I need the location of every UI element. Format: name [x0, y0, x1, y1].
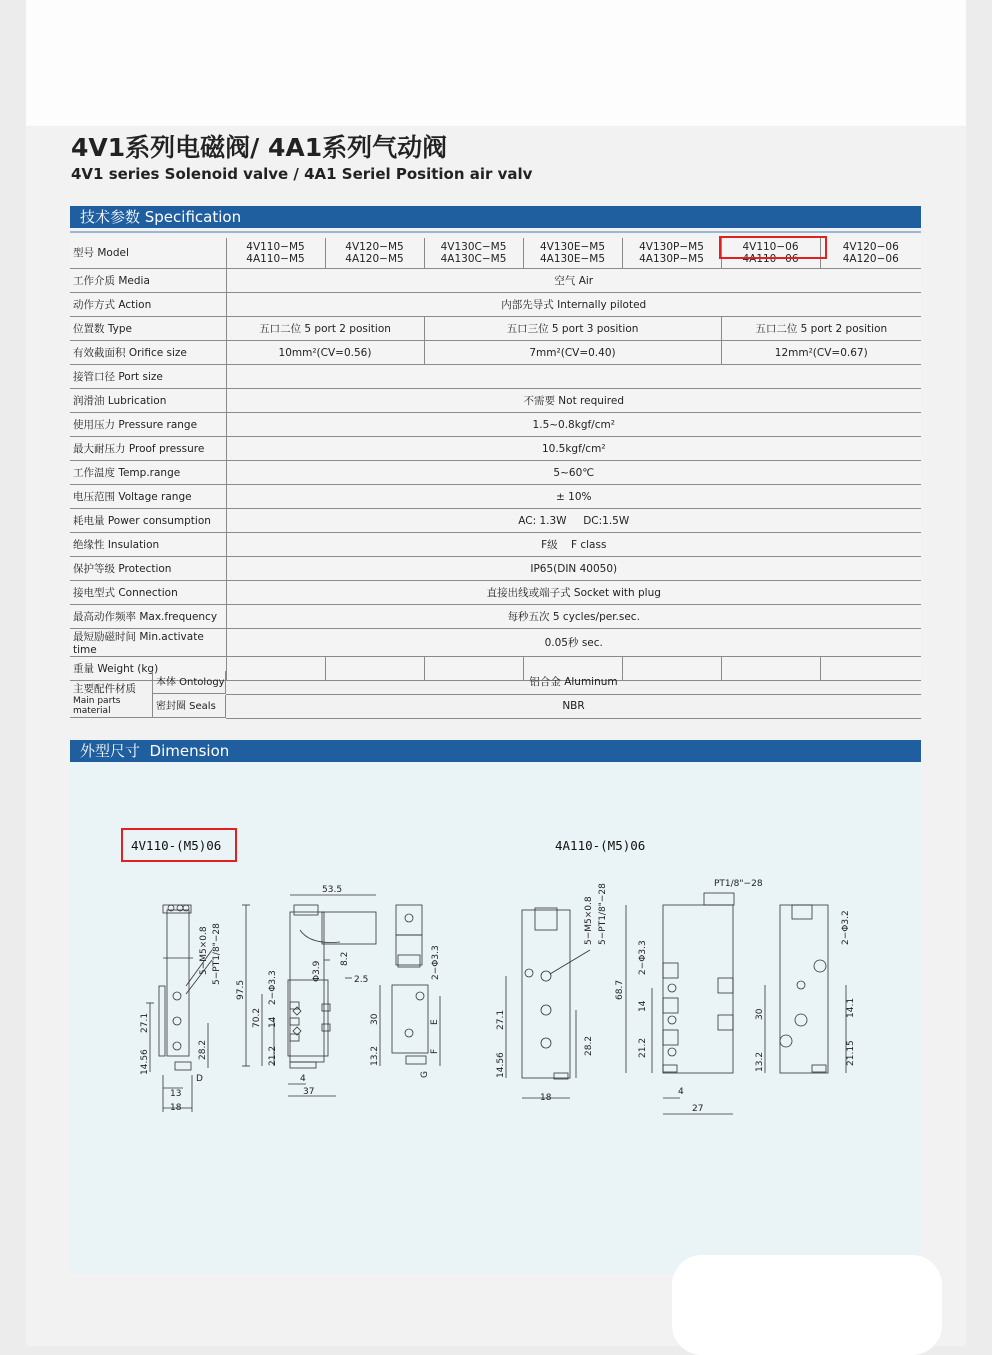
dim-37: 37 [303, 1087, 315, 1097]
page-title-en: 4V1 series Solenoid valve / 4A1 Seriel Position air valv [71, 165, 533, 183]
dim-27-r: 27 [692, 1104, 704, 1114]
row-label: 工作温度 Temp.range [70, 461, 226, 485]
dim-5m5-r: 5−M5×0.8 [584, 896, 594, 945]
dim-14-56-r: 14.56 [496, 1052, 506, 1078]
row-label: 润滑油 Lubrication [70, 389, 226, 413]
dim-5pt-r: 5−PT1/8"−28 [598, 883, 608, 945]
dim-4-r: 4 [678, 1087, 684, 1097]
right-end-view [765, 905, 846, 1073]
dim-2phi33: 2−Φ3.3 [268, 970, 278, 1005]
spec-section-title: 技术参数 Specification [80, 208, 242, 226]
row-value: 五口二位 5 port 2 position [226, 317, 424, 341]
dim-21-2-r: 21.2 [638, 1037, 648, 1058]
row-label: 电压范围 Voltage range [70, 485, 226, 509]
dim-97-5: 97.5 [236, 979, 246, 1000]
dim-5pt: 5−PT1/8"−28 [212, 923, 222, 985]
model-cell: 4V130P−M5 4A130P−M5 [622, 238, 721, 269]
row-value: F级 F class [226, 533, 921, 557]
dim-18-r: 18 [540, 1093, 552, 1103]
dim-2phi33-r: 2−Φ3.3 [638, 940, 648, 975]
dim-18: 18 [170, 1103, 182, 1113]
row-value: AC: 1.3W DC:1.5W [226, 509, 921, 533]
dim-30-r: 30 [755, 1008, 765, 1020]
dim-14-r: 14 [638, 1000, 648, 1012]
row-label: 最大耐压力 Proof pressure [70, 437, 226, 461]
model-cell: 4V120−M5 4A120−M5 [325, 238, 424, 269]
left-front-view [242, 895, 376, 1096]
row-value: 10.5kgf/cm² [226, 437, 921, 461]
dim-G: G [420, 1071, 430, 1078]
row-value: 内部先导式 Internally piloted [226, 293, 921, 317]
dim-phi39: Φ3.9 [312, 960, 322, 982]
body-label-cell: 本体 Ontology [153, 671, 226, 694]
page-title-cn: 4V1系列电磁阀/ 4A1系列气动阀 [71, 133, 448, 162]
row-label: 型号 Model [70, 238, 226, 269]
corner-blank-patch [672, 1255, 942, 1355]
dim-27-1: 27.1 [140, 1012, 150, 1033]
dim-13-2-r: 13.2 [755, 1051, 765, 1072]
row-value: 五口三位 5 port 3 position [424, 317, 721, 341]
body-value: 铝合金 Aluminum [226, 671, 921, 695]
model-cell-highlighted: 4V110−06 4A110−06 [721, 238, 820, 269]
row-value: 10mm²(CV=0.56) [226, 341, 424, 365]
row-value: 1.5~0.8kgf/cm² [226, 413, 921, 437]
dim-E: E [430, 1019, 440, 1025]
row-value: 7mm²(CV=0.40) [424, 341, 721, 365]
row-label: 接管口径 Port size [70, 365, 226, 389]
dim-8-2: 8.2 [340, 951, 350, 966]
dim-13-2: 13.2 [370, 1045, 380, 1066]
row-value: ± 10% [226, 485, 921, 509]
seals-value: NBR [226, 695, 921, 719]
row-value: 0.05秒 sec. [226, 629, 921, 657]
row-value: 5~60℃ [226, 461, 921, 485]
model-cell: 4V110−M5 4A110−M5 [226, 238, 325, 269]
row-label: 绝缘性 Insulation [70, 533, 226, 557]
dim-14-1: 14.1 [846, 997, 856, 1018]
row-value: 空气 Air [226, 269, 921, 293]
dim-53-5: 53.5 [322, 885, 343, 895]
right-drawing-label: 4A110-(M5)06 [555, 838, 646, 853]
row-label: 重量 Weight (kg) [70, 657, 226, 681]
dim-28-2: 28.2 [198, 1039, 208, 1060]
dim-28-2-r: 28.2 [584, 1035, 594, 1056]
dim-30: 30 [370, 1013, 380, 1025]
row-label: 位置数 Type [70, 317, 226, 341]
dim-pt18: PT1/8"−28 [714, 879, 763, 889]
row-value: 不需要 Not required [226, 389, 921, 413]
dim-14: 14 [268, 1016, 278, 1028]
model-cell: 4V130E−M5 4A130E−M5 [523, 238, 622, 269]
dimension-section-title: 外型尺寸 Dimension [80, 742, 230, 760]
dim-68-7: 68.7 [615, 979, 625, 1000]
row-label: 最高动作频率 Max.frequency [70, 605, 226, 629]
material-label-cn: 主要配件材质 [73, 683, 136, 695]
dim-14-56: 14.56 [140, 1049, 150, 1075]
dim-21-15: 21.15 [846, 1040, 856, 1066]
row-label: 有效截面积 Orifice size [70, 341, 226, 365]
row-value: 每秒五次 5 cycles/per.sec. [226, 605, 921, 629]
row-value: 五口二位 5 port 2 position [721, 317, 921, 341]
left-end-view [380, 905, 440, 1066]
left-drawing-label: 4V110-(M5)06 [131, 838, 222, 853]
dim-21-2: 21.2 [268, 1045, 278, 1066]
row-label: 耗电量 Power consumption [70, 509, 226, 533]
dim-70-2: 70.2 [252, 1007, 262, 1028]
dim-13: 13 [170, 1089, 182, 1099]
dim-2-5: 2.5 [354, 975, 369, 985]
row-label: 动作方式 Action [70, 293, 226, 317]
dim-4: 4 [300, 1074, 306, 1084]
seals-label-cell: 密封圈 Seals [153, 695, 226, 718]
row-label: 最短励磁时间 Min.activate time [70, 629, 226, 657]
dim-D: D [196, 1074, 203, 1084]
row-label: 使用压力 Pressure range [70, 413, 226, 437]
row-label: 保护等级 Protection [70, 557, 226, 581]
row-value: IP65(DIN 40050) [226, 557, 921, 581]
material-label-en: Main parts material [73, 696, 121, 716]
dim-2phi33-b: 2−Φ3.3 [431, 945, 441, 980]
row-value: 直接出线或端子式 Socket with plug [226, 581, 921, 605]
model-cell: 4V130C−M5 4A130C−M5 [424, 238, 523, 269]
dim-F: F [430, 1048, 440, 1054]
dim-5m5: 5−M5×0.8 [199, 926, 209, 975]
model-cell: 4V120−06 4A120−06 [820, 238, 921, 269]
dim-2phi32: 2−Φ3.2 [841, 910, 851, 945]
dim-27-1-r: 27.1 [496, 1009, 506, 1030]
row-value: 12mm²(CV=0.67) [721, 341, 921, 365]
right-side-view [506, 908, 590, 1098]
row-label: 接电型式 Connection [70, 581, 226, 605]
row-label: 工作介质 Media [70, 269, 226, 293]
